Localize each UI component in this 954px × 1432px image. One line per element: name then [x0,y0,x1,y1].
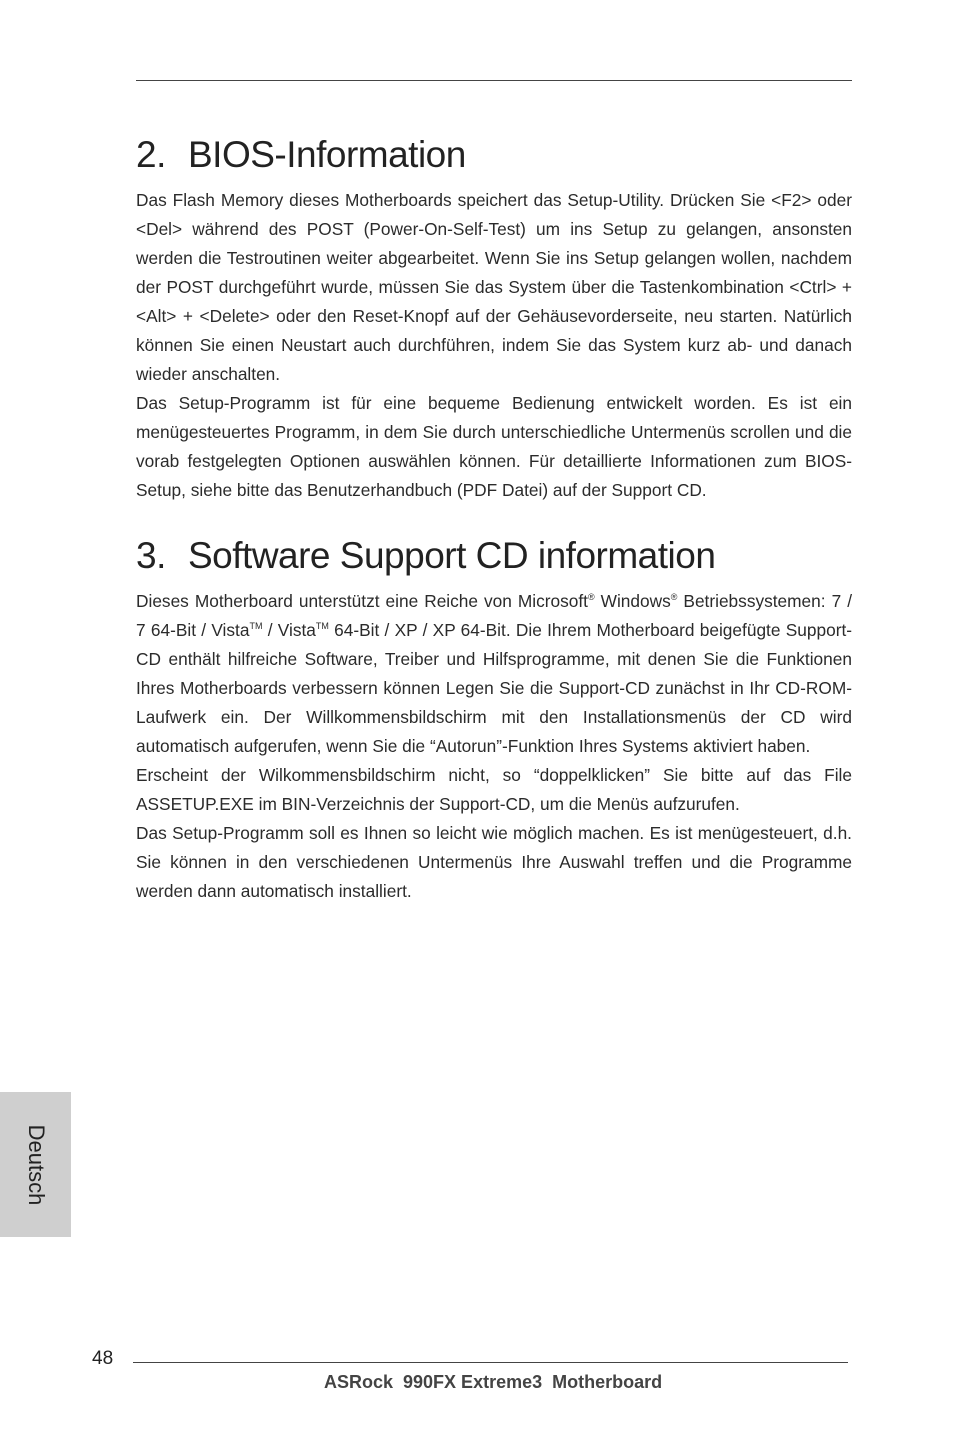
trademark-mark: TM [315,621,329,632]
section-bios-information [136,130,852,505]
section-software-support-cd [136,531,852,906]
section-number: 3. [136,535,166,576]
section-heading [136,531,852,581]
registered-mark: ® [670,592,678,603]
top-rule [136,80,852,81]
section-title: Software Support CD information [188,535,716,576]
section-number: 2. [136,134,166,175]
page-number: 48 [92,1348,114,1369]
language-side-tab [0,1092,71,1237]
section-title: BIOS-Information [188,134,466,175]
paragraph: Das Flash Memory dieses Motherboards speichert das Setup-Utility. Drücken Sie <F2> oder <Del> während des POST (Power-On-Self-Test) um ins Setup zu gelangen, ansonsten werden die Testroutinen weiter abgearbeitet. Wenn Sie ins Setup gelangen wollen, nachdem der POST durchgeführt wurde, müssen Sie das System über die Tastenkombination <Ctrl> + <Alt> + <Delete> oder den Reset-Knopf auf der Gehäusevorderseite, neu starten. Natürlich können Sie einen Neustart auch durchführen, indem Sie das System kurz ab- und danach wieder anschalten. [136,190,852,384]
language-label: Deutsch [23,1124,49,1205]
text-run: 64-Bit / XP / XP 64-Bit. Die Ihrem Motherboard beigefügte Support-CD enthält hilfreiche Software, Treiber und Hilfsprogramme, mit denen Sie die Funktionen Ihres Motherboards verbessern können Legen Sie die Support-CD zunächst in Ihr CD-ROM-Laufwerk ein. Der Willkommensbildschirm mit den Installationsmenüs der CD wird automatisch aufgerufen, wenn Sie die “Autorun”-Funktion Ihres Systems aktiviert haben. [136,620,853,756]
text-run: / Vista [262,620,316,640]
paragraph [136,587,852,761]
text-run: Dieses Motherboard unterstützt eine Reiche von Microsoft [136,591,588,611]
paragraph: Erscheint der Wilkommensbildschirm nicht, so “doppelklicken” Sie bitte auf das File ASSETUP.EXE im BIN-Verzeichnis der Support-CD, um die Menüs aufzurufen. [136,765,852,814]
text-run: Betriebssystemen: 7 / 7 64-Bit / Vista [136,591,853,640]
page-content [136,130,852,906]
text-run: Windows [594,591,671,611]
section-heading [136,130,852,180]
paragraph: Das Setup-Programm soll es Ihnen so leicht wie möglich machen. Es ist menügesteuert, d.h. Sie können in den verschiedenen Untermenüs Ihre Auswahl treffen und die Programme werden dann automatisch installiert. [136,823,852,901]
trademark-mark: TM [249,621,263,632]
registered-mark: ® [588,592,595,603]
footer-title: ASRock 990FX Extreme3 Motherboard [324,1372,663,1392]
bottom-rule [133,1362,848,1363]
paragraph: Das Setup-Programm ist für eine bequeme Bedienung entwickelt worden. Es ist ein menügesteuertes Programm, in dem Sie durch unterschiedliche Untermenüs scrollen und die vorab festgelegten Optionen auswählen können. Für detaillierte Informationen zum BIOS-Setup, siehe bitte das Benutzerhandbuch (PDF Datei) auf der Support CD. [136,393,852,500]
